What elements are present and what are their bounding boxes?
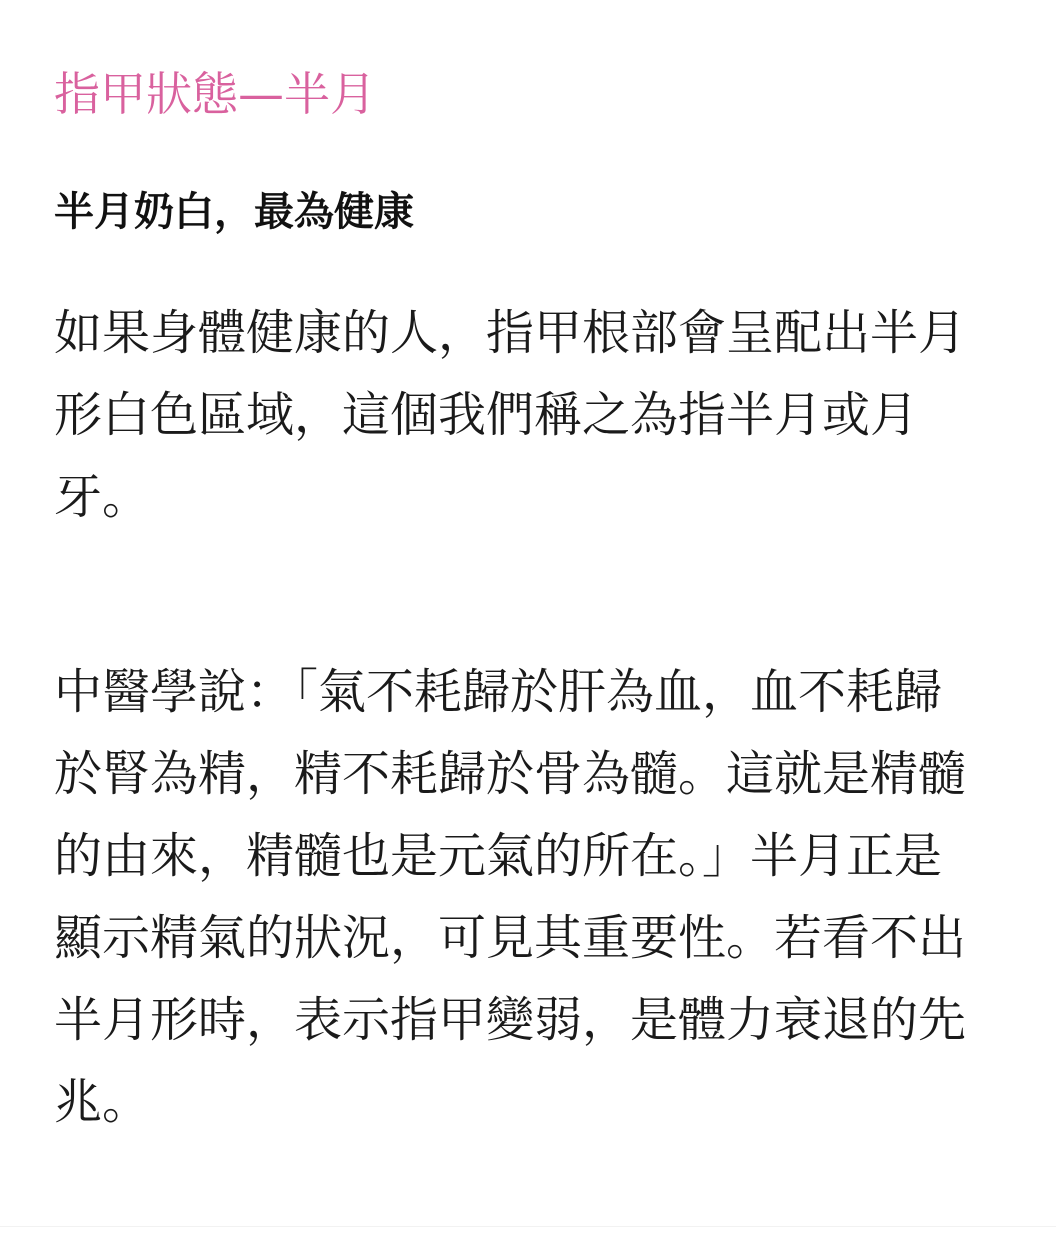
article-subtitle: 半月奶白，最為健康	[54, 189, 414, 235]
paragraph: 如果身體健康的人，指甲根部會呈配出半月形白色區域，這個我們稱之為指半月或月牙。	[54, 305, 967, 525]
paragraph: 中醫學說：「氣不耗歸於肝為血，血不耗歸於腎為精，精不耗歸於骨為髓。這就是精髓的由來，精髓也是元氣的所在。」半月正是顯示精氣的狀況，可見其重要性。若看不出半月形時，表示指甲變弱，是體力衰退的先兆。	[54, 664, 967, 1130]
divider	[0, 1226, 1056, 1227]
article-title: 指甲狀態—半月	[54, 67, 376, 121]
